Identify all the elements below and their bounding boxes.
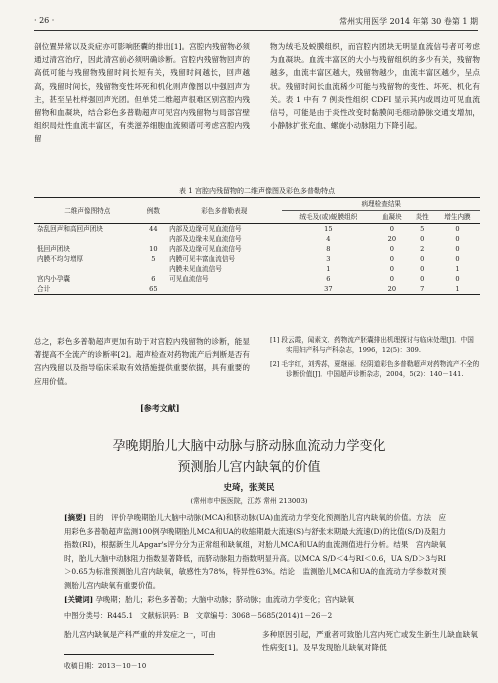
table-cell: 0	[389, 245, 394, 253]
reference-item: [2] 毛宇红，刘秀荪，夏继丽．经阴道彩色多普勒超声对药物流产不全的诊断价值[J]．中国超声诊断杂志，2004，5(2)：140－141.	[270, 359, 480, 379]
table-cell: 10	[149, 245, 158, 253]
body-text-column-left: 剖位置异常以及炎症亦可影响胚囊的排出[1]。宫腔内残留物必须通过清宫治疗，因此清宫前必须明确诊断。宫腔内残留物回声的高低可能与残留物残留时间长短有关，残留时间越长，回声越高，残留时间长，残留物变性坏死和机化则声像图以中强回声为主，甚至呈杜样强回声光团。但单凭二维超声很难区别宫腔内残留物和血凝块，结合彩色多普勒超声可见宫内残留物与局部宫壁组织局灶性血流丰富区，有类滋养细胞血流频谱可考虑宫腔内残留	[34, 42, 250, 144]
table-cell: 0	[389, 255, 394, 263]
references-heading: [参考文献]	[140, 403, 180, 413]
table-cell: 内部及边缘可见血流信号	[169, 245, 242, 253]
header-count: 例数	[141, 198, 166, 224]
classification-line: 中图分类号：R445.1 文献标识码：B 文章编号：3068－5685(2014)1－26－2	[64, 611, 333, 620]
table-cell: 0	[455, 255, 460, 263]
table-cell: 1	[455, 265, 460, 273]
keywords-text: 孕晚期；胎儿；彩色多普勒；大脑中动脉；脐动脉；血流动力学变化；宫内缺氧	[93, 594, 355, 604]
table-cell: 2	[420, 245, 425, 253]
table-cell	[141, 234, 166, 244]
table-cell: 5	[151, 255, 156, 263]
intro-text-left: 胎儿宫内缺氧是产科严重的并发症之一，可由	[64, 630, 216, 639]
table-cell: 6	[326, 275, 331, 283]
abstract-block	[64, 511, 446, 606]
reference-list	[270, 335, 480, 383]
table-cell: 44	[149, 225, 158, 233]
header-doppler: 彩色多普勒表现	[166, 198, 282, 224]
table-cell: 0	[455, 245, 460, 253]
table-cell: 内部及边缘未见血流信号	[169, 235, 242, 243]
table-cell: 0	[420, 265, 425, 273]
page-number: · 26 ·	[34, 16, 55, 25]
conclusion-paragraph: 总之，彩色多普勒超声更加有助于对宫腔内残留物的诊断，能显著提高不全流产的诊断率[2]。超声检查对药物流产后判断是否有宫内残留以及指导临床采取有效措施提供重要依据，具有重要的应用价值。	[34, 337, 250, 386]
table-cell: 0	[389, 275, 394, 283]
table-cell: 可见血流信号	[169, 275, 209, 283]
abstract-text: 目的 评价孕晚期胎儿大脑中动脉(MCA)和脐动脉(UA)血流动力学变化预测胎儿宫内缺氧的价值。方法 应用彩色多普勒超声监测100例孕晚期胎儿MCA和UA的收缩期最大流速(S)与舒张末期最大流速(D)的比值(S/D)及阻力指数(RI)，根据新生儿Apgar's评分分为正常组和缺氧组，对胎儿MCA和UA的血流测值进行分析。结果 宫内缺氧时，胎儿大脑中动脉阻力指数显著降低，而脐动脉阻力指数明显升高。以MCA S/D＜4与RI＜0.6，UA S/D＞3与RI＞0.65为标准预测胎儿宫内缺氧，敏感性为78%，特异性63%。结论 监测胎儿MCA和UA的血流动力学参数对预测胎儿宫内缺氧有重要价值。	[64, 513, 446, 590]
table-cell: 低回声团块	[37, 245, 70, 253]
footnote-divider	[64, 654, 214, 655]
table-cell: 0	[420, 275, 425, 283]
table-cell: 20	[374, 284, 409, 295]
table-cell: 20	[387, 235, 397, 243]
table-cell: 1	[435, 284, 480, 295]
article-title-line2: 预测胎儿宫内缺氧的价值	[177, 460, 321, 475]
table-row	[34, 284, 480, 295]
table-cell: 0	[455, 235, 460, 243]
table-cell: 5	[420, 225, 425, 233]
table-cell: 合计	[34, 284, 141, 295]
table-cell: 4	[326, 235, 331, 243]
running-header	[34, 16, 478, 31]
table-cell: 8	[326, 245, 331, 253]
results-table	[34, 197, 480, 295]
table-cell	[141, 264, 166, 274]
header-clot: 血凝块	[374, 211, 409, 224]
table-cell: 15	[324, 225, 333, 233]
table-cell: 内膜可见丰富血流信号	[169, 255, 236, 263]
table-cell: 0	[389, 225, 394, 233]
table-row	[34, 274, 480, 284]
table-cell	[34, 234, 141, 244]
table-row	[34, 234, 480, 244]
header-imaging: 二维声像图特点	[34, 198, 141, 224]
table-cell: 0	[455, 275, 460, 283]
header-inflammatory: 炎性	[409, 211, 434, 224]
table-cell: 0	[420, 235, 425, 243]
table-cell: 65	[141, 284, 166, 295]
table-cell: 0	[389, 265, 394, 273]
table-row	[34, 244, 480, 254]
header-pathology: 病理检查结果	[282, 198, 480, 211]
table-cell: 内膜不均匀增厚	[37, 255, 84, 263]
table-row	[34, 224, 480, 235]
article-title-line1: 孕晚期胎儿大脑中动脉与脐动脉血流动力学变化	[112, 439, 386, 454]
table-cell: 3	[326, 255, 331, 263]
table-row	[34, 264, 480, 274]
header-villi: 绒毛及(或)蜕膜组织	[282, 211, 374, 224]
table-cell: 7	[409, 284, 434, 295]
intro-text-right: 多种原因引起，严重者可致胎儿宫内死亡或发生新生儿缺血缺氧性病变[1]。及早发现胎儿缺氧对降低	[262, 630, 478, 653]
table-cell: 0	[455, 225, 460, 233]
abstract-label: [摘要]	[64, 513, 87, 522]
body-text-column-right: 物为绒毛及蜕膜组织，而宫腔内团块无明显血流信号者可考虑为血凝块。血流丰富区的大小与残留组织的多少有关，残留物越多，血流丰富区越大，残留物越少，血流丰富区越少，呈点状。残留时间长血流稀少可能与残留物的变性、坏死、机化有关。表 1 中有 7 例炎性组织 CDFI 显示其内或周边可见血流信号，可能是由于炎性改变时黏膜间毛细动静脉交通支增加，小静脉扩张充血、螺旋小动脉阻力下降引起。	[270, 42, 480, 131]
received-date: 收稿日期：2013－10－10	[64, 662, 147, 670]
table-cell: 6	[151, 275, 156, 283]
table-cell: 37	[282, 284, 374, 295]
table-caption: 表 1 宫腔内残留物的二维声像图及彩色多普勒特点	[179, 187, 335, 195]
table-cell: 0	[420, 255, 425, 263]
table-cell: 内膜未见血流信号	[169, 265, 222, 273]
table-cell: 1	[326, 265, 331, 273]
table-cell: 杂乱回声和高回声团块	[37, 225, 103, 233]
article-authors: 史琦，张荚民	[223, 483, 275, 493]
table-cell	[166, 284, 282, 295]
journal-name: 常州实用医学 2014 年第 30 卷第 1 期	[339, 17, 478, 26]
table-cell: 宫内小孕囊	[37, 275, 70, 283]
table-cell: 内部及边缘可见血流信号	[169, 225, 242, 233]
table-cell	[34, 264, 141, 274]
article-affiliation: (常州市中医医院，江苏 常州 213003)	[190, 497, 308, 505]
keywords-label: [关键词]	[64, 594, 94, 604]
table-row	[34, 254, 480, 264]
reference-item: [1] 段云霞，闻素文．药物流产胚囊排出机理探讨与临床处理[J]．中国实用妇产科与产科杂志，1996，12(5)：309.	[270, 336, 474, 355]
header-hyperplasia: 增生内膜	[435, 211, 480, 224]
